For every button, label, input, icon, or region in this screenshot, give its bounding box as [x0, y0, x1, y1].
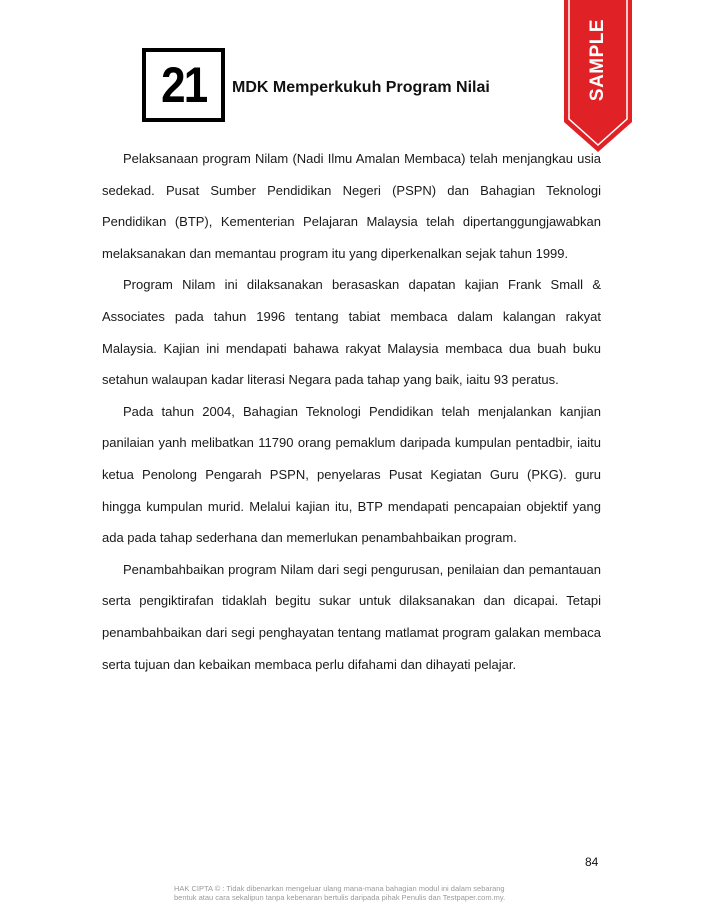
copyright-line: HAK CIPTA © : Tidak dibenarkan mengeluar ulang mana-mana bahagian modul ini dalam sebarang [174, 884, 505, 893]
paragraph: Penambahbaikan program Nilam dari segi pengurusan, penilaian dan pemantauan serta pengiktirafan tidaklah begitu sukar untuk dilaksanakan dan dicapai. Tetapi penambahbaikan dari segi penghayatan tentang matlamat program galakan membaca serta tujuan dan kebaikan membaca perlu difahami dan dihayati pelajar. [102, 561, 601, 672]
paragraph: Pada tahun 2004, Bahagian Teknologi Pendidikan telah menjalankan kanjian panilaian yanh melibatkan 11790 orang pemaklum daripada kumpulan pentadbir, iaitu ketua Penolong Pengarah PSPN, penyelaras Pusat Kegiatan Guru (PKG). guru hingga kumpulan murid. Melalui kajian itu, BTP mendapati pencapaian objektif yang ada pada tahap sederhana dan memerlukan penambahbaikan program. [102, 403, 601, 546]
copyright-line: bentuk atau cara sekalipun tanpa kebenaran bertulis daripada pihak Penulis dan Testpaper.com.my. [174, 893, 506, 902]
paragraph: Pelaksanaan program Nilam (Nadi Ilmu Amalan Membaca) telah menjangkau usia sedekad. Pusat Sumber Pendidikan Negeri (PSPN) dan Bahagian Teknologi Pendidikan (BTP), Kementerian Pelajaran Malaysia telah dipertanggungjawabkan melaksanakan dan memantau program itu yang diperkenalkan sejak tahun 1999. [102, 151, 601, 261]
sample-label-wrap [564, 0, 632, 120]
chapter-number: 21 [160, 57, 207, 113]
page-number: 84 [585, 855, 599, 869]
sample-label: SAMPLE [587, 18, 608, 102]
paragraph: Program Nilam ini dilaksanakan berasaskan dapatan kajian Frank Small & Associates pada tahun 1996 tentang tabiat membaca dalam kalangan rakyat Malaysia. Kajian ini mendapati bahawa rakyat Malaysia membaca dua buah buku setahun walaupan kadar literasi Negara pada tahap yang baik, iaitu 93 peratus. [102, 277, 601, 388]
copyright-notice [174, 884, 544, 902]
chapter-number-box [142, 48, 225, 122]
sample-ribbon [564, 0, 632, 152]
body-text [102, 143, 601, 680]
chapter-title: MDK Memperkukuh Program Nilai [232, 79, 490, 96]
